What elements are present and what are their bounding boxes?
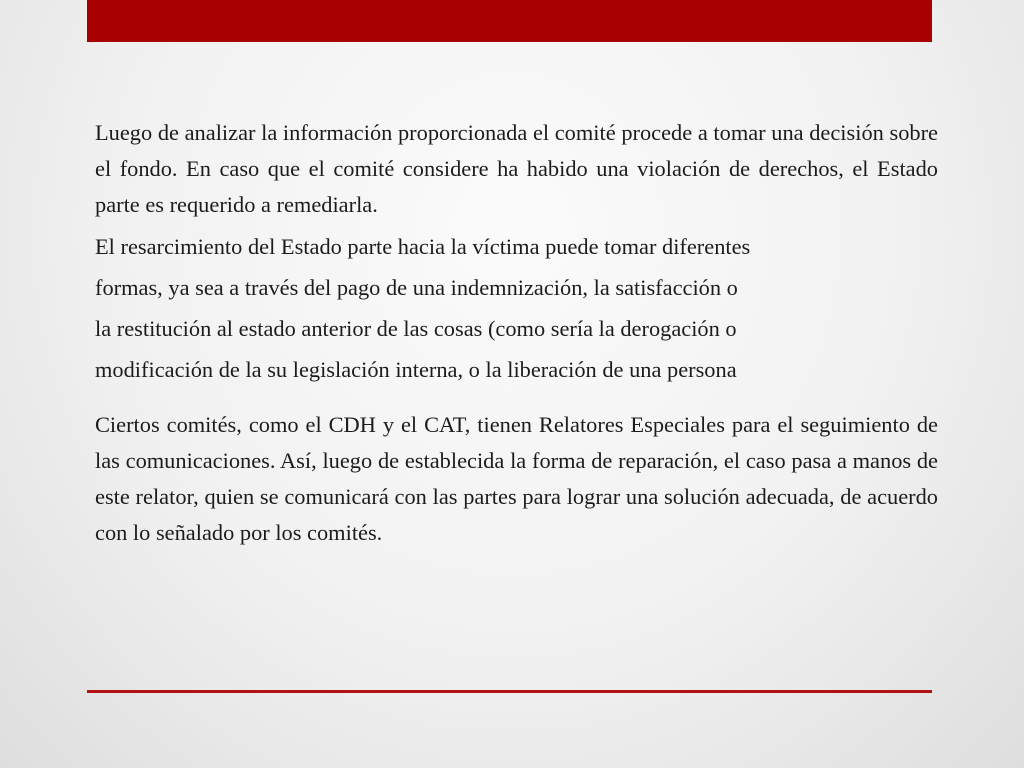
paragraph-2-line: la restitución al estado anterior de las cosas (como sería la derogación o (95, 316, 737, 341)
paragraph-1: Luego de analizar la información proporcionada el comité procede a tomar una decisión sobre el fondo. En caso que el comité considere ha habido una violación de derechos, el Estado parte es requerido a remediarla. (95, 120, 938, 217)
paragraph-2 (95, 226, 938, 390)
paragraph-2-line: modificación de la su legislación interna, o la liberación de una persona (95, 357, 737, 382)
paragraph-2-line: formas, ya sea a través del pago de una indemnización, la satisfacción o (95, 275, 738, 300)
footer-rule (87, 690, 932, 693)
paragraph-3: Ciertos comités, como el CDH y el CAT, tienen Relatores Especiales para el seguimiento de las comunicaciones. Así, luego de establecida la forma de reparación, el caso pasa a manos de este relator, quien se comunicará con las partes para lograr una solución adecuada, de acuerdo con lo señalado por los comités. (95, 412, 938, 545)
slide-body (95, 115, 938, 551)
paragraph-2-line: El resarcimiento del Estado parte hacia la víctima puede tomar diferentes (95, 234, 751, 259)
title-bar (87, 0, 932, 42)
